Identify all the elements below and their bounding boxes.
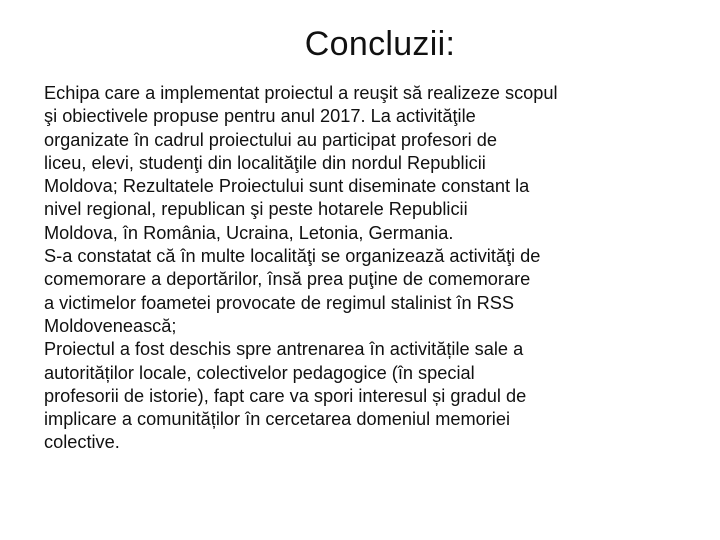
text-line: organizate în cadrul proiectului au participat profesori de <box>44 129 497 150</box>
text-line: implicare a comunităților în cercetarea domeniul memoriei <box>44 409 510 430</box>
paragraph-project-results <box>44 82 680 245</box>
text-line: Moldova; Rezultatele Proiectului sunt diseminate constant la <box>44 176 530 197</box>
text-line: colective. <box>44 432 120 453</box>
text-line: Proiectul a fost deschis spre antrenarea în activitățile sale a <box>44 339 524 360</box>
text-line: S-a constatat că în multe localităţi se organizează activităţi de <box>44 246 541 267</box>
text-line: nivel regional, republican şi peste hotarele Republicii <box>44 199 468 220</box>
text-line: autorităților locale, colectivelor pedagogice (în special <box>44 362 475 383</box>
paragraph-commemoration <box>44 245 680 338</box>
paragraph-involvement <box>44 338 680 454</box>
text-line: profesorii de istorie), fapt care va spori interesul și gradul de <box>44 385 527 406</box>
slide-body <box>44 82 680 455</box>
text-line: Moldova, în România, Ucraina, Letonia, Germania. <box>44 222 454 243</box>
text-line: Moldovenească; <box>44 315 177 336</box>
text-line: şi obiectivele propuse pentru anul 2017. La activităţile <box>44 106 476 127</box>
slide-title: Concluzii: <box>304 25 456 63</box>
text-line: comemorare a deportărilor, însă prea puţine de comemorare <box>44 269 531 290</box>
text-line: Echipa care a implementat proiectul a reuşit să realizeze scopul <box>44 83 558 103</box>
text-line: a victimelor foametei provocate de regimul stalinist în RSS <box>44 292 515 313</box>
text-line: liceu, elevi, studenţi din localităţile din nordul Republicii <box>44 152 486 173</box>
